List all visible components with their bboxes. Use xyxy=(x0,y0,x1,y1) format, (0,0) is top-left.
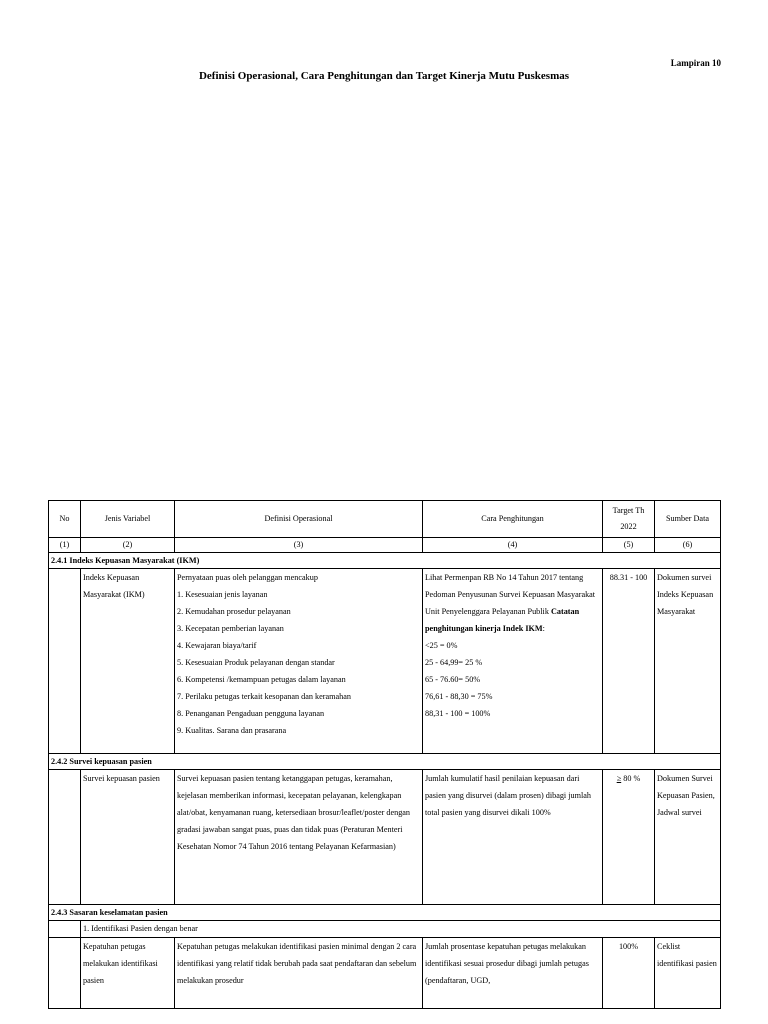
col-header-no: No xyxy=(49,501,81,538)
calculation-cell: Jumlah prosentase kepatuhan petugas melakukan identifikasi sesuai prosedur dibagi jumlah petugas (pendaftaran, UGD, xyxy=(423,938,603,1009)
table-row xyxy=(49,938,721,1009)
calculation-item: 65 - 76.60= 50% xyxy=(425,675,481,684)
variable-cell: Indeks Kepuasan Masyarakat (IKM) xyxy=(81,569,175,754)
col-number: (2) xyxy=(81,538,175,553)
definition-intro: Pernyataan puas oleh pelanggan mencakup xyxy=(177,573,318,582)
section-row-ikm xyxy=(49,553,721,569)
row-number xyxy=(49,938,81,1009)
col-header-source: Sumber Data xyxy=(655,501,721,538)
col-header-target: Target Th 2022 xyxy=(603,501,655,538)
col-header-variable: Jenis Variabel xyxy=(81,501,175,538)
col-header-calculation: Cara Penghitungan xyxy=(423,501,603,538)
column-number-row xyxy=(49,538,721,553)
section-row-survei xyxy=(49,754,721,770)
definition-item: 5. Kesesuaian Produk pelayanan dengan standar xyxy=(177,658,335,667)
variable-cell: Kepatuhan petugas melakukan identifikasi pasien xyxy=(81,938,175,1009)
section-title: 2.4.2 Survei kepuasan pasien xyxy=(49,754,721,770)
target-symbol: ≥ xyxy=(616,774,622,783)
definition-item: 2. Kemudahan prosedur pelayanan xyxy=(177,607,291,616)
calculation-note: Catatan penghitungan kinerja Indek IKM xyxy=(425,607,580,633)
target-value: 80 % xyxy=(621,774,641,783)
definition-item: 4. Kewajaran biaya/tarif xyxy=(177,641,257,650)
definition-cell: Kepatuhan petugas melakukan identifikasi pasien minimal dengan 2 cara identifikasi yang relatif tidak berubah pada saat pendaftaran dan sebelum melakukan prosedur xyxy=(175,938,423,1009)
definition-item: 8. Penanganan Pengaduan pengguna layanan xyxy=(177,709,325,718)
row-number xyxy=(49,921,81,938)
definition-cell xyxy=(175,569,423,754)
definition-cell: Survei kepuasan pasien tentang ketanggapan petugas, keramahan, kejelasan memberikan informasi, kecepatan pelayanan, kelengkapan alat/obat, kenyamanan ruang, ketersediaan brosur/leaflet/poster dengan gradasi jawaban sangat puas, puas dan tidak puas (Peraturan Menteri Kesehatan Nomor 74 Tahun 2016 tentang Pelayanan Kefarmasian) xyxy=(175,770,423,905)
section-title: 2.4.1 Indeks Kepuasan Masyarakat (IKM) xyxy=(49,553,721,569)
table-row xyxy=(49,569,721,754)
row-number xyxy=(49,770,81,905)
definition-item: 3. Kecepatan pemberian layanan xyxy=(177,624,284,633)
target-cell: 100% xyxy=(603,938,655,1009)
source-cell: Dokumen Survei Kepuasan Pasien, Jadwal survei xyxy=(655,770,721,905)
definition-item: 1. Kesesuaian jenis layanan xyxy=(177,590,268,599)
col-number: (5) xyxy=(603,538,655,553)
source-cell: Dokumen survei Indeks Kepuasan Masyarakat xyxy=(655,569,721,754)
definition-item: 9. Kualitas. Sarana dan prasarana xyxy=(177,726,287,735)
definition-item: 6. Kompetensi /kemampuan petugas dalam layanan xyxy=(177,675,346,684)
col-number: (6) xyxy=(655,538,721,553)
calculation-item: 88,31 - 100 = 100% xyxy=(425,709,491,718)
col-number: (1) xyxy=(49,538,81,553)
target-cell xyxy=(603,770,655,905)
calculation-cell xyxy=(423,569,603,754)
section-row-keselamatan xyxy=(49,905,721,921)
calculation-intro: Lihat Permenpan RB No 14 Tahun 2017 tentang Pedoman Penyusunan Survei Kepuasan Masyarakat Unit Penyelenggara Pelayanan Publik xyxy=(425,573,596,616)
calculation-item: <25 = 0% xyxy=(425,641,458,650)
definition-list xyxy=(177,586,420,739)
lampiran-label: Lampiran 10 xyxy=(670,58,721,68)
col-number: (3) xyxy=(175,538,423,553)
col-number: (4) xyxy=(423,538,603,553)
header-row xyxy=(49,501,721,538)
subsection-row xyxy=(49,921,721,938)
calculation-item: 76,61 - 88,30 = 75% xyxy=(425,692,493,701)
section-title: 2.4.3 Sasaran keselamatan pasien xyxy=(49,905,721,921)
variable-cell: Survei kepuasan pasien xyxy=(81,770,175,905)
source-cell: Ceklist identifikasi pasien xyxy=(655,938,721,1009)
calculation-item: 25 - 64,99= 25 % xyxy=(425,658,483,667)
target-cell: 88.31 - 100 xyxy=(603,569,655,754)
row-number xyxy=(49,569,81,754)
performance-table xyxy=(48,500,721,1009)
subsection-title: 1. Identifikasi Pasien dengan benar xyxy=(81,921,721,938)
col-header-definition: Definisi Operasional xyxy=(175,501,423,538)
definition-item: 7. Perilaku petugas terkait kesopanan dan keramahan xyxy=(177,692,351,701)
table-row xyxy=(49,770,721,905)
document-title: Definisi Operasional, Cara Penghitungan dan Target Kinerja Mutu Puskesmas xyxy=(198,70,570,82)
calculation-cell: Jumlah kumulatif hasil penilaian kepuasan dari pasien yang disurvei (dalam prosen) dibagi jumlah total pasien yang disurvei dikali 100% xyxy=(423,770,603,905)
calculation-colon: : xyxy=(542,624,545,633)
